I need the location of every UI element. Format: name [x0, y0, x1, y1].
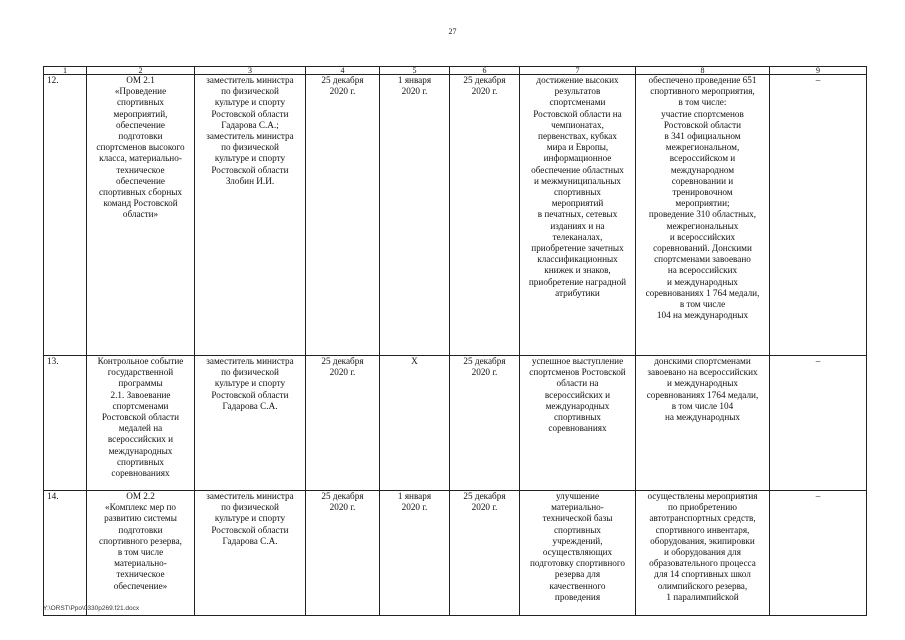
- header-col-3: 3: [195, 67, 306, 75]
- planned-date: 25 декабря 2020 г.: [306, 75, 380, 356]
- table-row: [44, 356, 867, 491]
- event-name: ОМ 2.1 «Проведение спортивных мероприятий, обеспечение подготовки спортсменов высокого класса, материально- техническое обеспечение спортивных сборных команд Ростовской области»: [87, 75, 195, 356]
- actual-end-date: 25 декабря 2020 г.: [450, 491, 520, 616]
- header-col-7: 7: [520, 67, 636, 75]
- row-number: 12.: [44, 75, 87, 356]
- responsible-person: заместитель министра по физической культуре и спорту Ростовской области Гадарова С.А.: [195, 356, 306, 491]
- actual-result: осуществлены мероприятия по приобретению автотранспортных средств, спортивного инвентаря, оборудования, экипировки и оборудования для образовательного процесса для 14 спортивных школ олимпийского резерва, 1 паралимпийской: [636, 491, 770, 616]
- header-col-2: 2: [87, 67, 195, 75]
- actual-end-date: 25 декабря 2020 г.: [450, 356, 520, 491]
- header-col-6: 6: [450, 67, 520, 75]
- report-table: [43, 66, 867, 616]
- row-number: 13.: [44, 356, 87, 491]
- actual-end-date: 25 декабря 2020 г.: [450, 75, 520, 356]
- footer-file-path: Y:\ORST\Ppo\0330p269.f21.docx: [43, 605, 140, 612]
- header-row: [44, 67, 867, 75]
- header-col-5: 5: [380, 67, 450, 75]
- actual-start-date: Х: [380, 356, 450, 491]
- expected-result: улучшение материально- технической базы спортивных учреждений, осуществляющих подготовку спортивного резерва для качественного проведения: [520, 491, 636, 616]
- note: –: [770, 75, 867, 356]
- actual-result: донскими спортсменами завоевано на всероссийских и международных соревнованиях 1764 медали, в том числе 104 на международных: [636, 356, 770, 491]
- header-col-8: 8: [636, 67, 770, 75]
- actual-start-date: 1 января 2020 г.: [380, 75, 450, 356]
- header-col-4: 4: [306, 67, 380, 75]
- row-number: 14.: [44, 491, 87, 616]
- planned-date: 25 декабря 2020 г.: [306, 356, 380, 491]
- planned-date: 25 декабря 2020 г.: [306, 491, 380, 616]
- note: –: [770, 356, 867, 491]
- expected-result: достижение высоких результатов спортсменами Ростовской области на чемпионатах, первенствах, кубках мира и Европы, информационное обеспечение областных и межмуниципальных спортивных мероприятий в печатных, сетевых изданиях и на телеканалах, приобретение зачетных классификационных книжек и знаков, приобретение наградной атрибутики: [520, 75, 636, 356]
- event-name: Контрольное событие государственной программы 2.1. Завоевание спортсменами Ростовской области медалей на всероссийских и международных спортивных соревнованиях: [87, 356, 195, 491]
- header-col-9: 9: [770, 67, 867, 75]
- table-row: [44, 75, 867, 356]
- expected-result: успешное выступление спортсменов Ростовской области на всероссийских и международных спортивных соревнованиях: [520, 356, 636, 491]
- actual-start-date: 1 января 2020 г.: [380, 491, 450, 616]
- responsible-person: заместитель министра по физической культуре и спорту Ростовской области Гадарова С.А.: [195, 491, 306, 616]
- header-col-1: 1: [44, 67, 87, 75]
- actual-result: обеспечено проведение 651 спортивного мероприятия, в том числе: участие спортсменов Ростовской области в 341 официальном межрегиональном, всероссийском и международном соревновании и тренировочном мероприятии; проведение 310 областных, межрегиональных и всероссийских соревнований. Донскими спортсменами завоевано на всероссийских и международных соревнованиях 1 764 медали, в том числе 104 на международных: [636, 75, 770, 356]
- event-name: ОМ 2.2 «Комплекс мер по развитию системы подготовки спортивного резерва, в том числе материально- техническое обеспечение»: [87, 491, 195, 616]
- table-row: [44, 491, 867, 616]
- page-number: 27: [448, 27, 457, 36]
- note: –: [770, 491, 867, 616]
- responsible-person: заместитель министра по физической культуре и спорту Ростовской области Гадарова С.А.; заместитель министра по физической культуре и спорту Ростовской области Злобин И.И.: [195, 75, 306, 356]
